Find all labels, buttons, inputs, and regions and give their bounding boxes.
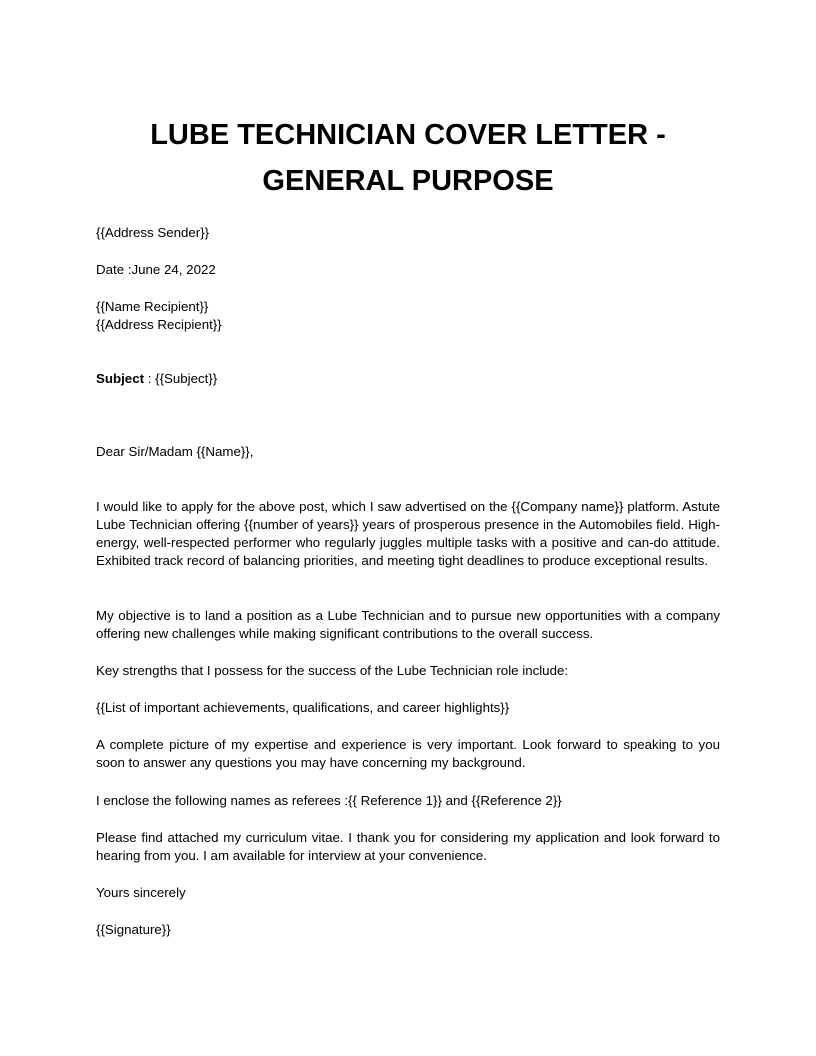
subject-separator: : bbox=[144, 371, 156, 386]
title-line-1: LUBE TECHNICIAN COVER LETTER - bbox=[150, 119, 666, 151]
closing: Yours sincerely bbox=[96, 885, 186, 900]
document-title bbox=[96, 112, 720, 204]
sender-address: {{Address Sender}} bbox=[96, 225, 210, 240]
body-paragraph-3: Key strengths that I possess for the success of the Lube Technician role include: bbox=[96, 663, 569, 678]
letter-date: Date :June 24, 2022 bbox=[96, 262, 216, 277]
body-paragraph-4: {{List of important achievements, qualifications, and career highlights}} bbox=[96, 700, 510, 715]
signature-placeholder: {{Signature}} bbox=[96, 922, 171, 937]
title-line-2: GENERAL PURPOSE bbox=[262, 165, 554, 197]
body-paragraph-5: A complete picture of my expertise and experience is very important. Look forward to speaking to you soon to answer any questions you may have concerning my background. bbox=[96, 737, 720, 770]
body-paragraph-1: I would like to apply for the above post, which I saw advertised on the {{Company name}} platform. Astute Lube Technician offering {{number of years}} years of prosperous presence in the Automobiles field. High-energy, well-respected performer who regularly juggles multiple tasks with a positive and can-do attitude. Exhibited track record of balancing priorities, and meeting tight deadlines to produce exceptional results. bbox=[96, 499, 720, 568]
subject-label: Subject bbox=[96, 371, 145, 386]
subject-line bbox=[96, 370, 217, 388]
recipient-name: {{Name Recipient}} bbox=[96, 299, 209, 314]
body-paragraph-7: Please find attached my curriculum vitae. I thank you for considering my application and look forward to hearing from you. I am available for interview at your convenience. bbox=[96, 830, 720, 863]
recipient-address: {{Address Recipient}} bbox=[96, 317, 222, 332]
subject-value: {{Subject}} bbox=[155, 371, 218, 386]
body-paragraph-2: My objective is to land a position as a Lube Technician and to pursue new opportunities with a company offering new challenges while making significant contributions to the overall success. bbox=[96, 608, 720, 641]
salutation: Dear Sir/Madam {{Name}}, bbox=[96, 444, 254, 459]
body-paragraph-6: I enclose the following names as referees :{{ Reference 1}} and {{Reference 2}} bbox=[96, 793, 562, 808]
